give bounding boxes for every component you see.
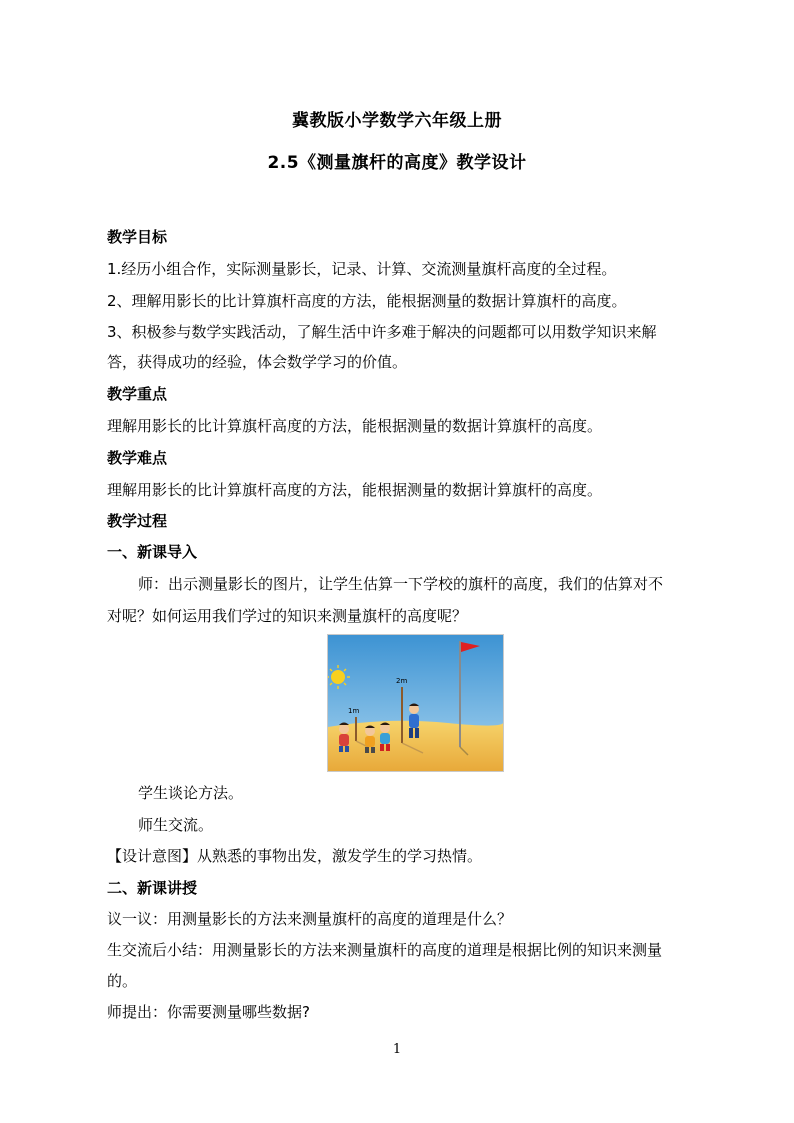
part-1-exchange: 师生交流。 xyxy=(138,816,214,834)
part-2-question: 师提出：你需要测量哪些数据? xyxy=(107,1003,310,1021)
design-intent: 【设计意图】从熟悉的事物出发，激发学生的学习热情。 xyxy=(107,847,483,865)
part-2-summary-line-1: 生交流后小结：用测量影长的方法来测量旗杆的高度的道理是根据比例的知识来测量 xyxy=(107,941,663,959)
label-1m: 1m xyxy=(348,707,360,715)
goal-1: 1.经历小组合作，实际测量影长，记录、计算、交流测量旗杆高度的全过程。 xyxy=(107,260,617,278)
document-title: 冀教版小学数学六年级上册 xyxy=(292,111,502,131)
label-2m: 2m xyxy=(396,677,408,685)
part-2-heading: 二、新课讲授 xyxy=(107,879,198,897)
goal-2: 2、理解用影长的比计算旗杆高度的方法，能根据测量的数据计算旗杆的高度。 xyxy=(107,292,627,310)
part-1-heading: 一、新课导入 xyxy=(107,543,198,561)
part-1-paragraph-line-2: 对呢？如何运用我们学过的知识来测量旗杆的高度呢？ xyxy=(107,607,468,625)
part-1-students-discuss: 学生谈论方法。 xyxy=(138,784,244,802)
measuring-shadow-illustration xyxy=(327,634,504,772)
page-number: 1 xyxy=(392,1042,402,1057)
difficulty-text: 理解用影长的比计算旗杆高度的方法，能根据测量的数据计算旗杆的高度。 xyxy=(107,481,603,499)
part-1-paragraph-line-1: 师：出示测量影长的图片，让学生估算一下学校的旗杆的高度，我们的估算对不 xyxy=(138,575,664,593)
document-subtitle: 2.5《测量旗杆的高度》教学设计 xyxy=(267,153,527,173)
goal-3-line-1: 3、积极参与数学实践活动，了解生活中许多难于解决的问题都可以用数学知识来解 xyxy=(107,323,657,341)
key-points-text: 理解用影长的比计算旗杆高度的方法，能根据测量的数据计算旗杆的高度。 xyxy=(107,417,603,435)
part-2-summary-line-2: 的。 xyxy=(107,972,138,990)
part-2-discussion: 议一议：用测量影长的方法来测量旗杆的高度的道理是什么？ xyxy=(107,910,513,928)
goals-heading: 教学目标 xyxy=(107,228,168,246)
illustration-svg xyxy=(328,635,503,771)
process-heading: 教学过程 xyxy=(107,512,168,530)
goal-3-line-2: 答，获得成功的经验，体会数学学习的价值。 xyxy=(107,353,408,371)
key-points-heading: 教学重点 xyxy=(107,385,168,403)
difficulty-heading: 教学难点 xyxy=(107,449,168,467)
